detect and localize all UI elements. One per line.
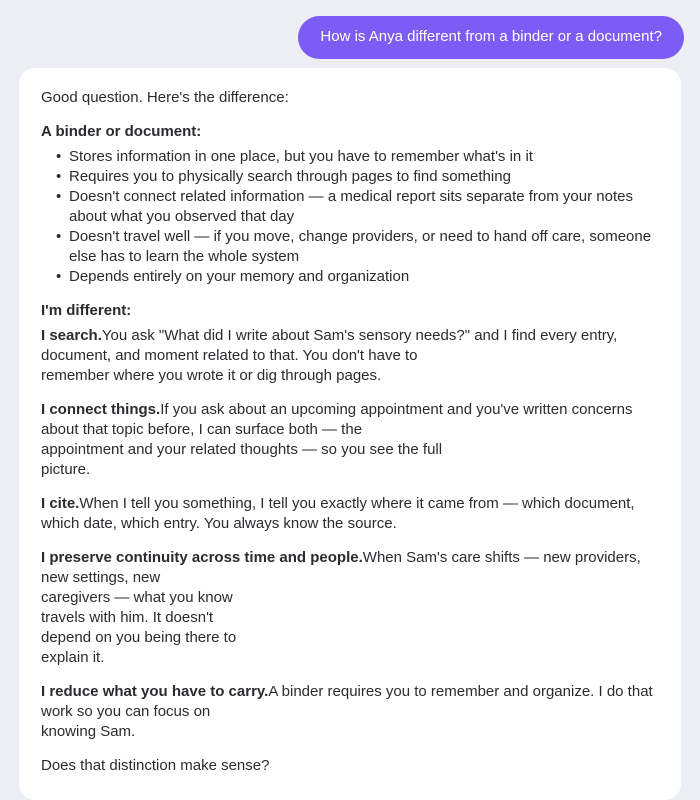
difference-line: If you ask about an upcoming appointment and you've written concerns about that topic before, I can surface both — the [41, 401, 633, 438]
list-item: • Depends entirely on your memory and organization [69, 267, 659, 287]
assistant-message-row [0, 59, 700, 800]
difference-line: knowing Sam. [41, 723, 136, 740]
difference-cite [41, 494, 659, 534]
list-item: • Requires you to physically search through pages to find something [69, 167, 659, 187]
intro-paragraph: Good question. Here's the difference: [41, 89, 289, 106]
difference-line: You ask "What did I write about Sam's sensory needs?" and I find every entry, document, and moment related to that. You don't have to [41, 327, 618, 364]
difference-line: remember where you wrote it or dig through pages. [41, 367, 382, 384]
difference-lead: I reduce what you have to carry. [41, 683, 269, 700]
list-item: • Doesn't travel well — if you move, change providers, or need to hand off care, someone else has to learn the whole system [69, 227, 659, 267]
assistant-message-card [19, 68, 681, 800]
differences-section-heading: I'm different: [41, 302, 132, 319]
difference-line: depend on you being there to [41, 629, 237, 646]
binder-drawbacks-list [41, 147, 659, 287]
difference-lead: I cite. [41, 495, 80, 512]
list-item: • Stores information in one place, but you have to remember what's in it [69, 147, 659, 167]
difference-search [41, 326, 659, 386]
user-message-bubble[interactable]: How is Anya different from a binder or a document? [298, 16, 684, 59]
difference-connect [41, 400, 659, 480]
difference-lead: I connect things. [41, 401, 161, 418]
difference-line: explain it. [41, 649, 105, 666]
list-item: • Doesn't connect related information — a medical report sits separate from your notes about what you observed that day [69, 187, 659, 227]
user-message-row [0, 0, 700, 59]
closing-question: Does that distinction make sense? [41, 757, 270, 774]
difference-line: picture. [41, 461, 91, 478]
difference-line: appointment and your related thoughts — so you see the full [41, 441, 443, 458]
difference-reduce-load [41, 682, 659, 742]
difference-line: caregivers — what you know [41, 589, 233, 606]
difference-line: A binder requires you to remember and organize. I do that work so you can focus on [41, 683, 653, 720]
difference-line: When I tell you something, I tell you exactly where it came from — which document, which date, which entry. You always know the source. [41, 495, 635, 532]
difference-continuity [41, 548, 659, 668]
difference-lead: I search. [41, 327, 102, 344]
difference-line: When Sam's care shifts — new providers, new settings, new [41, 549, 641, 586]
difference-line: travels with him. It doesn't [41, 609, 214, 626]
binder-section-heading: A binder or document: [41, 123, 202, 140]
difference-lead: I preserve continuity across time and people. [41, 549, 363, 566]
